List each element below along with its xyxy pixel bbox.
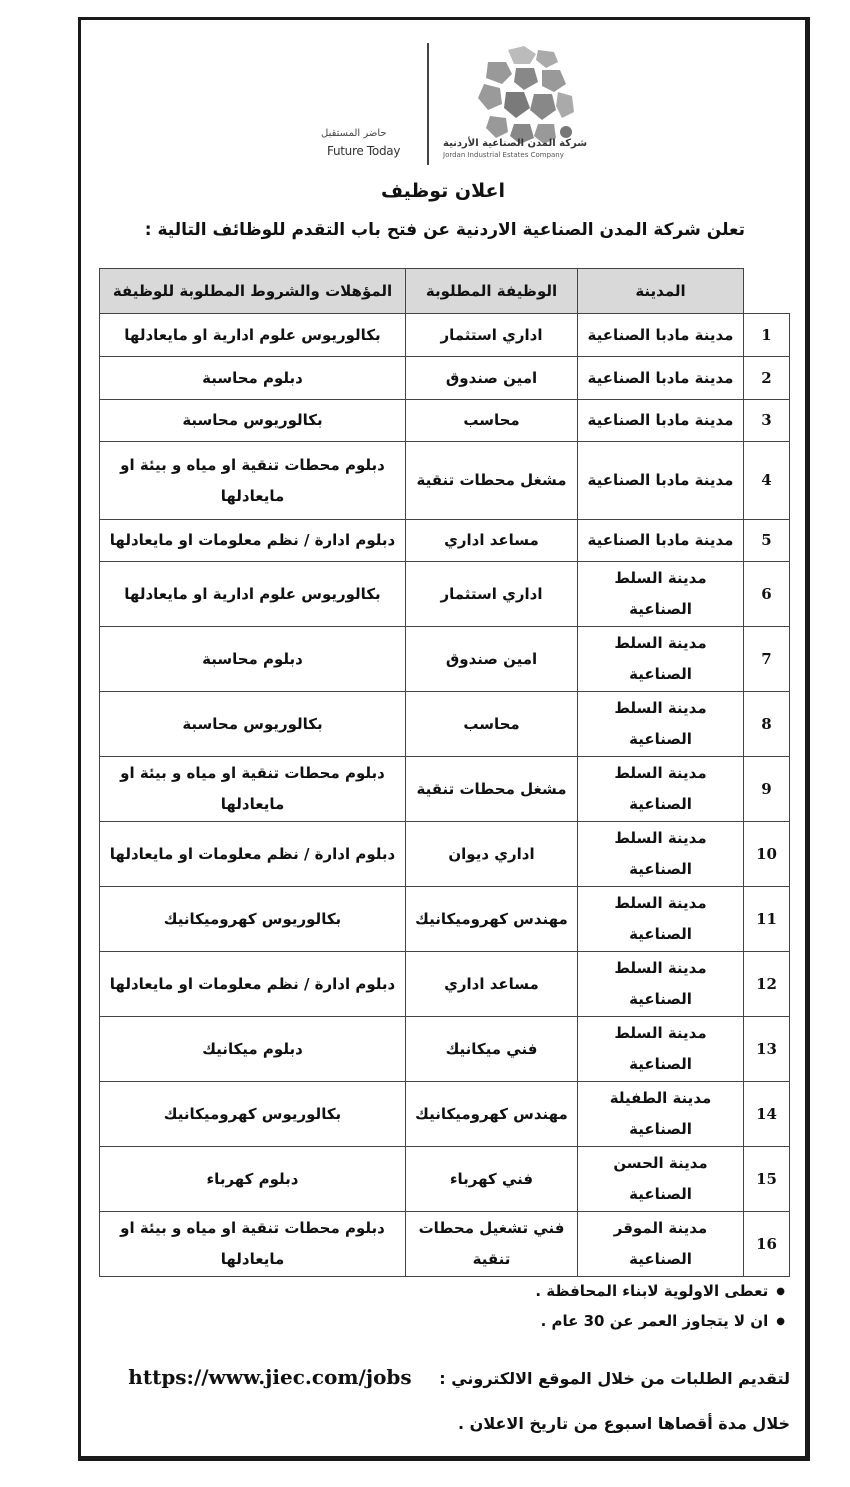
row-number: 15 (744, 1147, 790, 1212)
header-qualifications: المؤهلات والشروط المطلوبة للوظيفة (100, 269, 406, 314)
table-row (100, 757, 790, 822)
apply-url-link[interactable]: https://www.jiec.com/jobs (128, 1365, 412, 1389)
company-logo-icon (426, 40, 586, 185)
row-number: 5 (744, 520, 790, 562)
row-job: مساعد اداري (406, 520, 578, 562)
apply-line (128, 1365, 790, 1389)
row-qualifications: بكالوريوس محاسبة (100, 400, 406, 442)
table-row (100, 952, 790, 1017)
row-qualifications: دبلوم محطات تنقية او مياه و بيئة او مايعادلها (100, 1212, 406, 1277)
row-job: فني ميكانيك (406, 1017, 578, 1082)
row-city: مدينة السلط الصناعية (578, 627, 744, 692)
row-city: مدينة السلط الصناعية (578, 822, 744, 887)
row-qualifications: بكالوريوس محاسبة (100, 692, 406, 757)
advertisement-frame (78, 17, 810, 1461)
table-row (100, 400, 790, 442)
row-number: 7 (744, 627, 790, 692)
row-qualifications: دبلوم ميكانيك (100, 1017, 406, 1082)
table-row (100, 357, 790, 400)
row-qualifications: دبلوم كهرباء (100, 1147, 406, 1212)
table-row (100, 442, 790, 520)
row-qualifications: دبلوم محاسبة (100, 627, 406, 692)
row-city: مدينة مادبا الصناعية (578, 314, 744, 357)
row-number: 3 (744, 400, 790, 442)
table-row (100, 1212, 790, 1277)
table-row (100, 1147, 790, 1212)
row-job: مهندس كهروميكانيك (406, 887, 578, 952)
notes-list (535, 1282, 785, 1342)
note-item: ● تعطى الاولوية لابناء المحافظة . (535, 1282, 785, 1300)
jobs-table (99, 268, 790, 1277)
row-job: فني تشغيل محطات تنقية (406, 1212, 578, 1277)
row-qualifications: دبلوم محطات تنقية او مياه و بيئة او مايعادلها (100, 757, 406, 822)
row-job: اداري ديوان (406, 822, 578, 887)
row-qualifications: بكالوريوس كهروميكانيك (100, 887, 406, 952)
row-job: مساعد اداري (406, 952, 578, 1017)
row-qualifications: دبلوم ادارة / نظم معلومات او مايعادلها (100, 520, 406, 562)
row-number: 6 (744, 562, 790, 627)
logo-divider (427, 43, 429, 165)
jobs-table-body (100, 314, 790, 1277)
table-row (100, 822, 790, 887)
header-job: الوظيفة المطلوبة (406, 269, 578, 314)
header (81, 20, 805, 190)
row-job: محاسب (406, 400, 578, 442)
note-item: ● ان لا يتجاوز العمر عن 30 عام . (535, 1312, 785, 1330)
slogan-en: Future Today (327, 144, 401, 158)
row-number: 2 (744, 357, 790, 400)
row-qualifications: دبلوم محاسبة (100, 357, 406, 400)
row-number: 8 (744, 692, 790, 757)
table-row (100, 314, 790, 357)
apply-label: لتقديم الطلبات من خلال الموقع الالكتروني : (439, 1369, 790, 1388)
ad-intro: تعلن شركة المدن الصناعية الاردنية عن فتح باب التقدم للوظائف التالية : (144, 220, 745, 240)
table-row (100, 562, 790, 627)
ad-title: اعلان توظيف (380, 180, 506, 202)
deadline-text: خلال مدة أقصاها اسبوع من تاريخ الاعلان . (458, 1414, 790, 1433)
row-job: اداري استثمار (406, 314, 578, 357)
table-row (100, 887, 790, 952)
row-qualifications: دبلوم ادارة / نظم معلومات او مايعادلها (100, 952, 406, 1017)
row-city: مدينة مادبا الصناعية (578, 442, 744, 520)
row-city: مدينة السلط الصناعية (578, 692, 744, 757)
row-qualifications: دبلوم ادارة / نظم معلومات او مايعادلها (100, 822, 406, 887)
table-row (100, 1082, 790, 1147)
row-city: مدينة مادبا الصناعية (578, 357, 744, 400)
row-city: مدينة مادبا الصناعية (578, 520, 744, 562)
row-number: 1 (744, 314, 790, 357)
row-city: مدينة السلط الصناعية (578, 887, 744, 952)
header-city: المدينة (578, 269, 744, 314)
row-job: مهندس كهروميكانيك (406, 1082, 578, 1147)
row-city: مدينة الطفيلة الصناعية (578, 1082, 744, 1147)
row-city: مدينة السلط الصناعية (578, 1017, 744, 1082)
row-job: فني كهرباء (406, 1147, 578, 1212)
table-row (100, 1017, 790, 1082)
row-city: مدينة الموقر الصناعية (578, 1212, 744, 1277)
header-blank-cell (744, 269, 790, 314)
table-row (100, 627, 790, 692)
row-number: 13 (744, 1017, 790, 1082)
company-name-ar: شركة المدن الصناعية الأردنية (443, 138, 588, 149)
row-number: 4 (744, 442, 790, 520)
row-qualifications: بكالوريوس علوم ادارية او مايعادلها (100, 562, 406, 627)
table-row (100, 692, 790, 757)
row-job: امين صندوق (406, 627, 578, 692)
row-city: مدينة مادبا الصناعية (578, 400, 744, 442)
row-job: مشغل محطات تنقية (406, 442, 578, 520)
table-row (100, 520, 790, 562)
row-number: 9 (744, 757, 790, 822)
row-qualifications: بكالوريوس كهروميكانيك (100, 1082, 406, 1147)
table-header-row (100, 269, 790, 314)
row-number: 12 (744, 952, 790, 1017)
row-job: مشغل محطات تنقية (406, 757, 578, 822)
row-city: مدينة السلط الصناعية (578, 562, 744, 627)
row-qualifications: بكالوريوس علوم ادارية او مايعادلها (100, 314, 406, 357)
row-job: اداري استثمار (406, 562, 578, 627)
slogan-ar: حاضر المستقبل (321, 128, 387, 139)
row-number: 16 (744, 1212, 790, 1277)
company-name-en: Jordan Industrial Estates Company (443, 151, 564, 159)
row-job: محاسب (406, 692, 578, 757)
row-number: 11 (744, 887, 790, 952)
row-number: 10 (744, 822, 790, 887)
row-job: امين صندوق (406, 357, 578, 400)
row-qualifications: دبلوم محطات تنقية او مياه و بيئة او مايعادلها (100, 442, 406, 520)
row-city: مدينة السلط الصناعية (578, 757, 744, 822)
row-city: مدينة الحسن الصناعية (578, 1147, 744, 1212)
row-number: 14 (744, 1082, 790, 1147)
row-city: مدينة السلط الصناعية (578, 952, 744, 1017)
